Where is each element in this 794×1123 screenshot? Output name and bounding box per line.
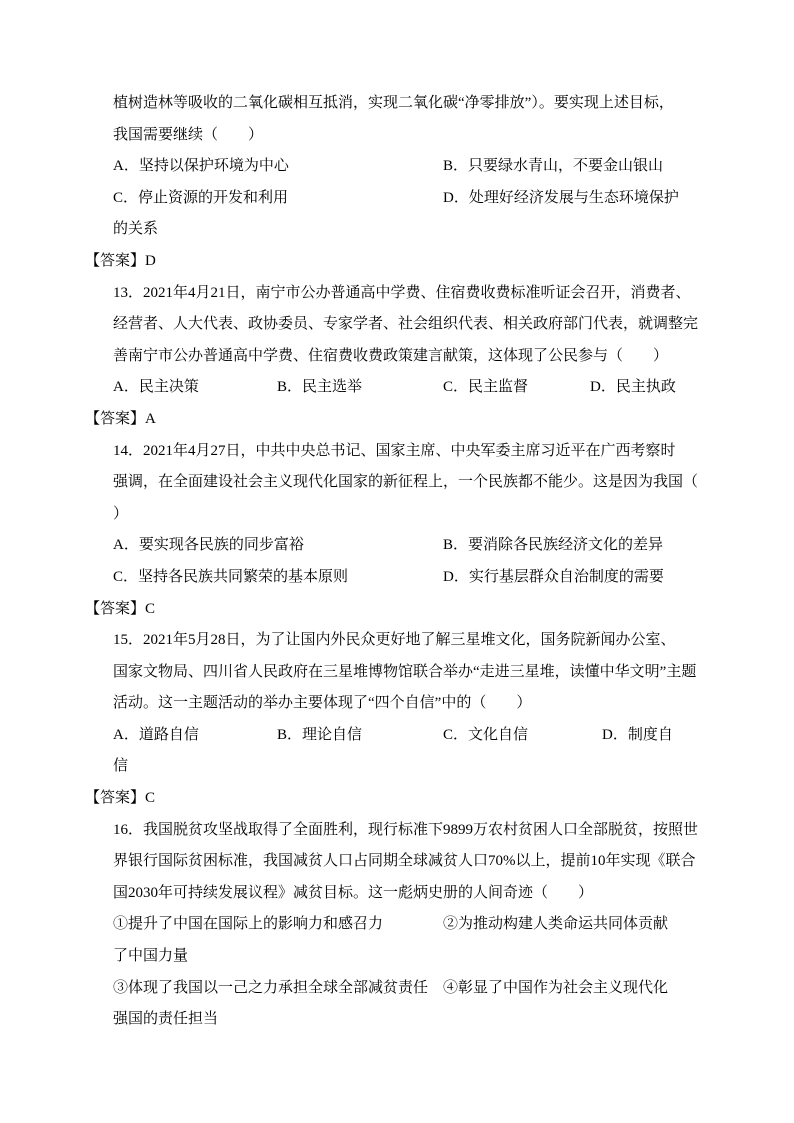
q12-options-row-2 bbox=[85, 183, 685, 215]
q12-option-d: D．处理好经济发展与生态环境保护 bbox=[443, 189, 679, 206]
q15-stem-line-1 bbox=[85, 625, 685, 657]
q13-stem-line-3 bbox=[85, 341, 685, 373]
q12-stem-text-2: 我国需要继续（ ） bbox=[113, 126, 264, 143]
q13-option-c: C．民主监督 bbox=[443, 379, 529, 396]
q14-options-row-2 bbox=[85, 562, 685, 594]
q12-option-a: A．坚持以保护环境为中心 bbox=[113, 158, 289, 175]
q16-item-2-continuation: 了中国力量 bbox=[113, 948, 189, 965]
q14-stem-line-3 bbox=[85, 499, 685, 531]
q12-option-b: B．只要绿水青山，不要金山银山 bbox=[443, 158, 664, 175]
q13-stem-line-1 bbox=[85, 278, 691, 310]
q14-option-d: D．实行基层群众自治制度的需要 bbox=[443, 568, 664, 585]
q16-stem-text-1: 16．我国脱贫攻坚战取得了全面胜利，现行标准下9899万农村贫困人口全部脱贫，按照世 bbox=[113, 821, 699, 838]
q12-stem-line-1 bbox=[85, 88, 685, 120]
q16-stem-text-2: 界银行国际贫困标准，我国减贫人口占同期全球减贫人口70%以上，提前10年实现《联合 bbox=[113, 853, 696, 870]
question-16 bbox=[85, 815, 699, 1036]
q12-option-d-wrap bbox=[85, 214, 685, 246]
q15-stem-text-3: 活动。这一主题活动的举办主要体现了“四个自信”中的（ ） bbox=[113, 695, 532, 712]
q14-option-a: A．要实现各民族的同步富裕 bbox=[113, 537, 304, 554]
q16-stem-text-3: 国2030年可持续发展议程》减贫目标。这一彪炳史册的人间奇迹（ ） bbox=[113, 884, 594, 901]
q14-stem-text-2: 强调，在全面建设社会主义现代化国家的新征程上，一个民族都不能少。这是因为我国（ bbox=[113, 474, 699, 491]
q15-answer-text: 【答案】C bbox=[85, 790, 156, 807]
q16-stem-line-2 bbox=[85, 846, 696, 878]
q12-answer bbox=[85, 246, 685, 278]
q12-option-c: C．停止资源的开发和利用 bbox=[113, 189, 289, 206]
q14-option-c: C．坚持各民族共同繁荣的基本原则 bbox=[113, 568, 349, 585]
q13-options-row bbox=[85, 372, 685, 404]
document-content bbox=[85, 88, 699, 1036]
q16-item-4-continuation: 强国的责任担当 bbox=[113, 1011, 219, 1028]
q12-options-row-1 bbox=[85, 151, 685, 183]
q16-items-row-1 bbox=[85, 909, 685, 941]
q15-stem-line-3 bbox=[85, 688, 685, 720]
q15-option-a: A．道路自信 bbox=[113, 726, 199, 743]
q12-stem-line-2 bbox=[85, 120, 685, 152]
q13-stem-text-2: 经营者、人大代表、政协委员、专家学者、社会组织代表、相关政府部门代表，就调整完 bbox=[113, 316, 699, 333]
q16-stem-line-3 bbox=[85, 878, 685, 910]
q15-option-c: C．文化自信 bbox=[443, 726, 529, 743]
q12-option-d-continuation: 的关系 bbox=[113, 221, 159, 238]
q13-answer bbox=[85, 404, 685, 436]
q15-options-row bbox=[85, 720, 685, 752]
q16-item-1: ①提升了中国在国际上的影响力和感召力 bbox=[113, 916, 384, 933]
q12-stem-text-1: 植树造林等吸收的二氧化碳相互抵消，实现二氧化碳“净零排放”）。要实现上述目标， bbox=[113, 95, 674, 111]
q14-stem-line-1 bbox=[85, 436, 685, 468]
q16-item-3: ③体现了我国以一己之力承担全球全部减贫责任 bbox=[113, 979, 429, 996]
q14-answer-text: 【答案】C bbox=[85, 600, 156, 617]
q16-items-row-2 bbox=[85, 973, 685, 1005]
q13-option-a: A．民主决策 bbox=[113, 379, 199, 396]
q15-stem-text-1: 15．2021年5月28日，为了让国内外民众更好地了解三星堆文化，国务院新闻办公室、 bbox=[113, 632, 676, 649]
q16-item-2-wrap bbox=[85, 941, 685, 973]
q14-option-b: B．要消除各民族经济文化的差异 bbox=[443, 537, 664, 554]
question-15 bbox=[85, 625, 697, 815]
q15-option-d: D．制度自 bbox=[602, 726, 673, 743]
q14-answer bbox=[85, 594, 685, 626]
q14-stem-text-3: ） bbox=[113, 505, 129, 522]
q15-answer bbox=[85, 783, 685, 815]
q14-stem-line-2 bbox=[85, 467, 699, 499]
q13-stem-line-2 bbox=[85, 309, 699, 341]
question-13 bbox=[85, 278, 699, 436]
q14-stem-text-1: 14．2021年4月27日，中共中央总书记、国家主席、中央军委主席习近平在广西考察时 bbox=[113, 442, 676, 459]
q15-option-d-continuation: 信 bbox=[113, 758, 129, 775]
q16-item-2: ②为推动构建人类命运共同体贡献 bbox=[443, 916, 669, 933]
question-14 bbox=[85, 436, 699, 626]
q16-item-4: ④彰显了中国作为社会主义现代化 bbox=[443, 979, 669, 996]
q16-stem-line-1 bbox=[85, 815, 699, 847]
q14-options-row-1 bbox=[85, 530, 685, 562]
q13-option-b: B．民主选举 bbox=[277, 379, 363, 396]
q12-answer-text: 【答案】D bbox=[85, 252, 156, 269]
q16-item-4-wrap bbox=[85, 1004, 685, 1036]
q13-stem-text-1: 13．2021年4月21日，南宁市公办普通高中学费、住宿费收费标准听证会召开，消费者、 bbox=[113, 284, 691, 301]
q15-option-b: B．理论自信 bbox=[277, 726, 363, 743]
q13-answer-text: 【答案】A bbox=[85, 410, 156, 427]
q13-option-d: D．民主执政 bbox=[590, 379, 676, 396]
question-12 bbox=[85, 88, 685, 278]
q15-option-d-wrap bbox=[85, 751, 685, 783]
q15-stem-line-2 bbox=[85, 657, 697, 689]
q15-stem-text-2: 国家文物局、四川省人民政府在三星堆博物馆联合举办“走进三星堆，读懂中华文明”主题 bbox=[113, 663, 697, 680]
q13-stem-text-3: 善南宁市公办普通高中学费、住宿费收费政策建言献策，这体现了公民参与（ ） bbox=[113, 347, 669, 364]
